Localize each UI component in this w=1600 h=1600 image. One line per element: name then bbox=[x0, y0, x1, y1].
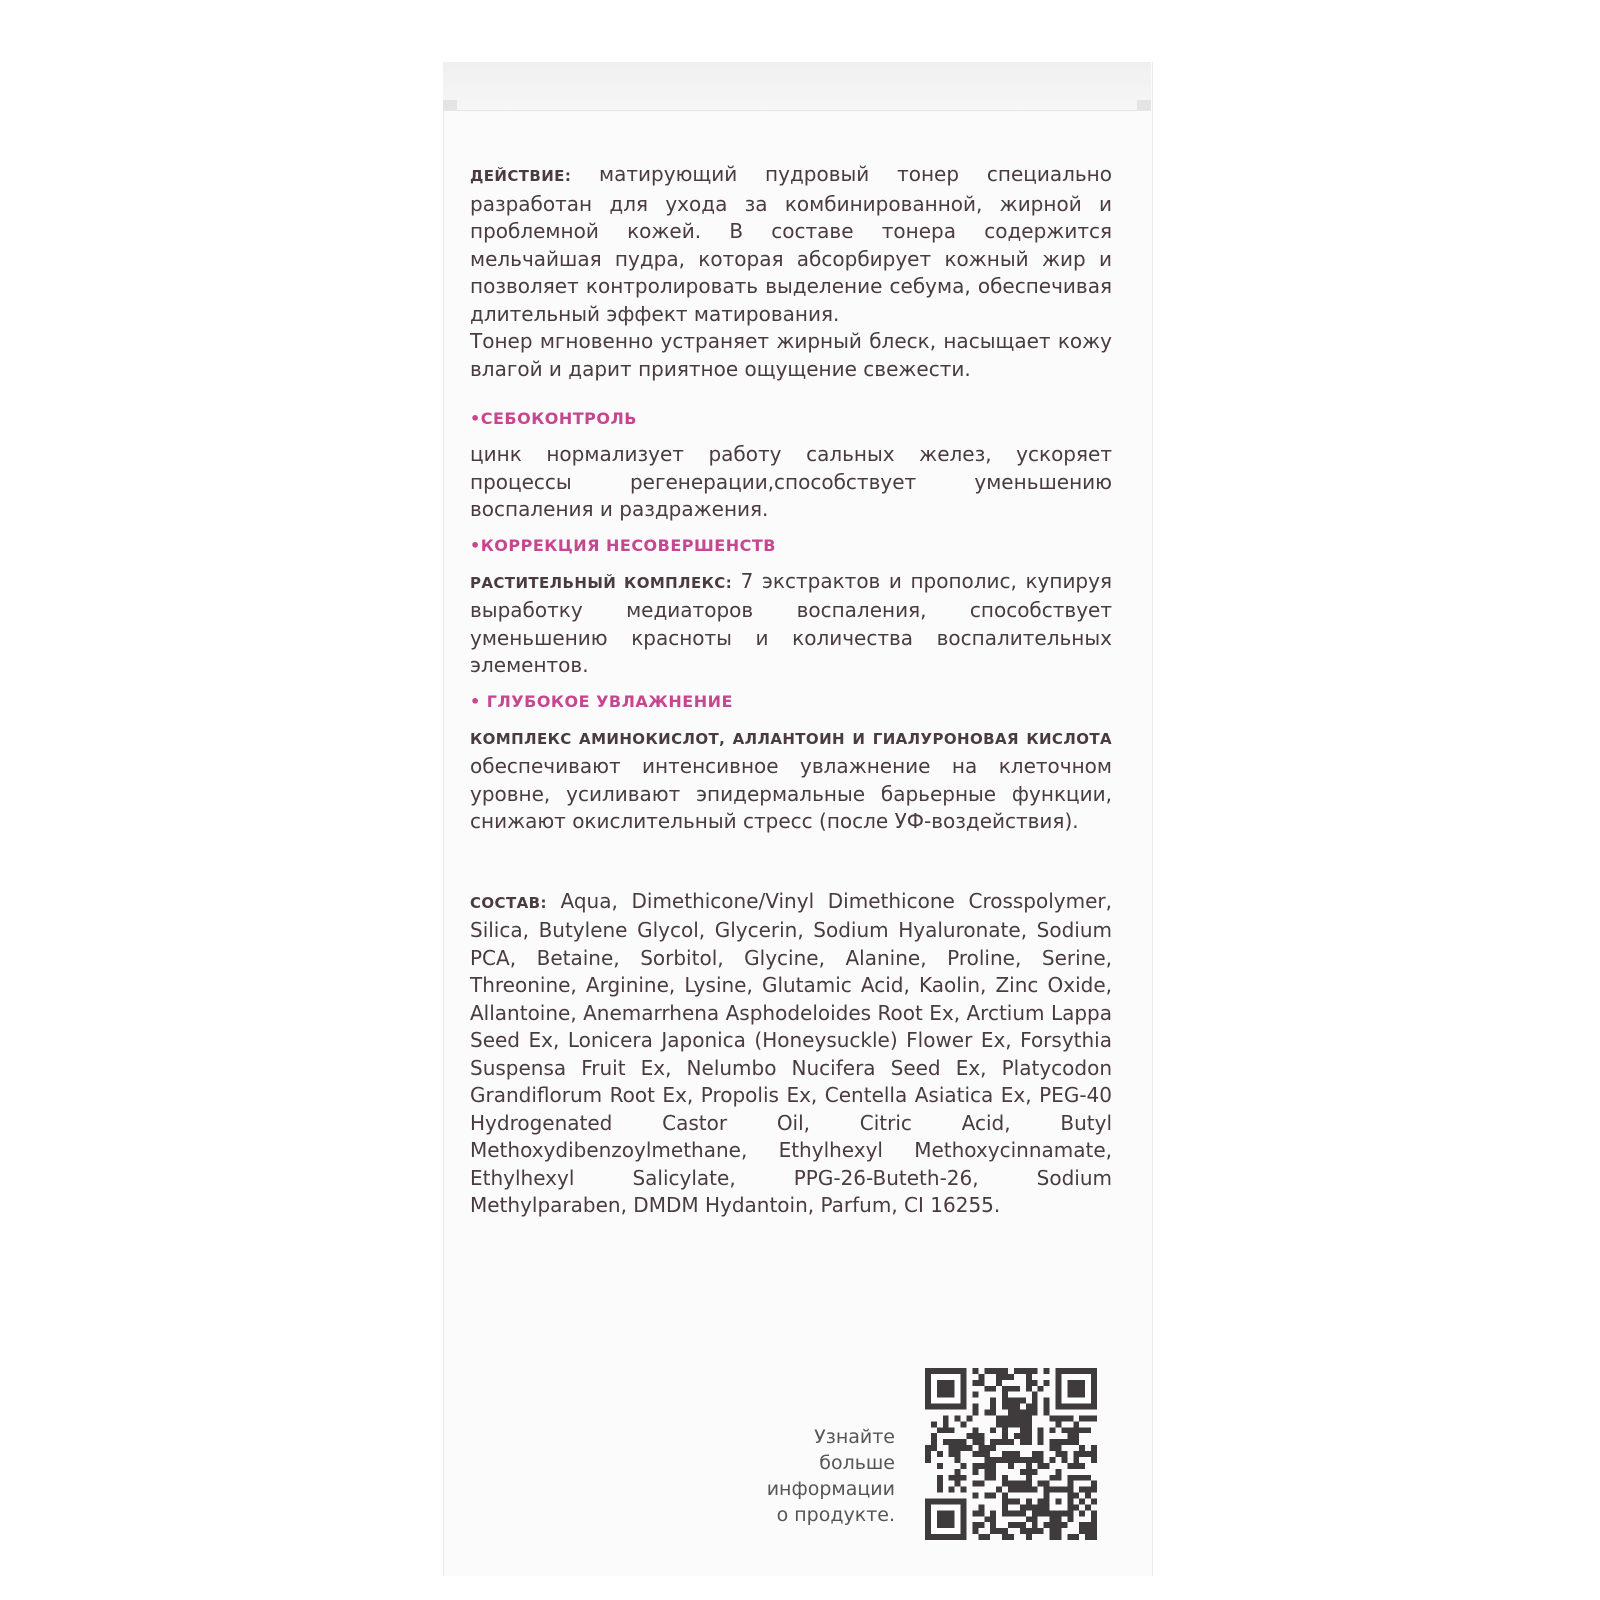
composition-text: Aqua, Dimethicone/Vinyl Dimethicone Crosspolymer, Silica, Butylene Glycol, Glycerin, Sodium Hyaluronate, Sodium PCA, Betaine, Sorbitol, Glycine, Alanine, Proline, Serine, Threonine, Arginine, Lysine, Glutamic Acid, Kaolin, Zinc Oxide, Allantoine, Anemarrhena Asphodeloides Root Ex, Arctium Lappa Seed Ex, Lonicera Japonica (Honeysuckle) Flower Ex, Forsythia Suspensa Fruit Ex, Nelumbo Nucifera Seed Ex, Platycodon Grandiflorum Root Ex, Propolis Ex, Centella Asiatica Ex, PEG-40 Hydrogenated Castor Oil, Citric Acid, Butyl Methoxydibenzoylmethane, Ethylhexyl Methoxycinnamate, Ethylhexyl Salicylate, PPG-26-Buteth-26, Sodium Methylparaben, DMDM Hydantoin, Parfum, CI 16255. bbox=[470, 888, 1112, 1217]
section-text-moisturizing bbox=[470, 724, 1112, 836]
label-text bbox=[470, 161, 1112, 1220]
qr-caption bbox=[690, 1424, 895, 1528]
qr-code-icon[interactable] bbox=[925, 1368, 1097, 1540]
action-label: ДЕЙСТВИЕ: bbox=[470, 167, 572, 185]
section-text: цинк нормализует работу сальных желез, ускоряет процессы регенерации,способствует уменьшению воспаления и раздражения. bbox=[470, 442, 1112, 521]
section-heading-sebocontrol: •СЕБОКОНТРОЛЬ bbox=[470, 409, 637, 428]
action-text: матирующий пудровый тонер специально разработан для ухода за комбинированной, жирной и проблемной кожей. В составе тонера содержится мельчайшая пудра, которая абсорбирует кожный жир и позволяет контролировать выделение себума, обеспечивая длительный эффект матирования. bbox=[470, 162, 1112, 326]
section-heading-moisturizing: • ГЛУБОКОЕ УВЛАЖНЕНИЕ bbox=[470, 691, 733, 711]
composition-paragraph bbox=[470, 888, 1112, 1220]
section-text-sebocontrol bbox=[470, 441, 1112, 524]
qr-caption-line: больше bbox=[819, 1452, 895, 1474]
qr-caption-line: информации bbox=[766, 1478, 895, 1500]
action-paragraph bbox=[470, 161, 1112, 328]
qr-caption-line: Узнайте bbox=[814, 1426, 895, 1448]
qr-code-graphic bbox=[925, 1368, 1097, 1540]
composition-label: СОСТАВ: bbox=[470, 893, 547, 912]
section-lead: КОМПЛЕКС АМИНОКИСЛОТ, АЛЛАНТОИН И ГИАЛУРОНОВАЯ КИСЛОТА bbox=[470, 729, 1112, 748]
package-top-flap bbox=[443, 62, 1151, 111]
section-heading-correction: •КОРРЕКЦИЯ НЕСОВЕРШЕНСТВ bbox=[470, 535, 776, 555]
section-lead: РАСТИТЕЛЬНЫЙ КОМПЛЕКС: bbox=[470, 573, 733, 592]
action-paragraph-2: Тонер мгновенно устраняет жирный блеск, насыщает кожу влагой и дарит приятное ощущение свежести. bbox=[470, 329, 1112, 381]
flap-corner-left bbox=[443, 100, 457, 110]
qr-caption-line: о продукте. bbox=[776, 1504, 895, 1526]
section-text: 7 экстрактов и прополис, купируя выработку медиаторов воспаления, способствует уменьшению красноты и количества воспалительных элементов. bbox=[470, 568, 1112, 677]
flap-corner-right bbox=[1137, 100, 1151, 110]
section-text: обеспечивают интенсивное увлажнение на клеточном уровне, усиливают эпидермальные барьерные функции, снижают окислительный стресс (после УФ-воздействия). bbox=[470, 754, 1112, 833]
section-text-correction bbox=[470, 568, 1112, 680]
